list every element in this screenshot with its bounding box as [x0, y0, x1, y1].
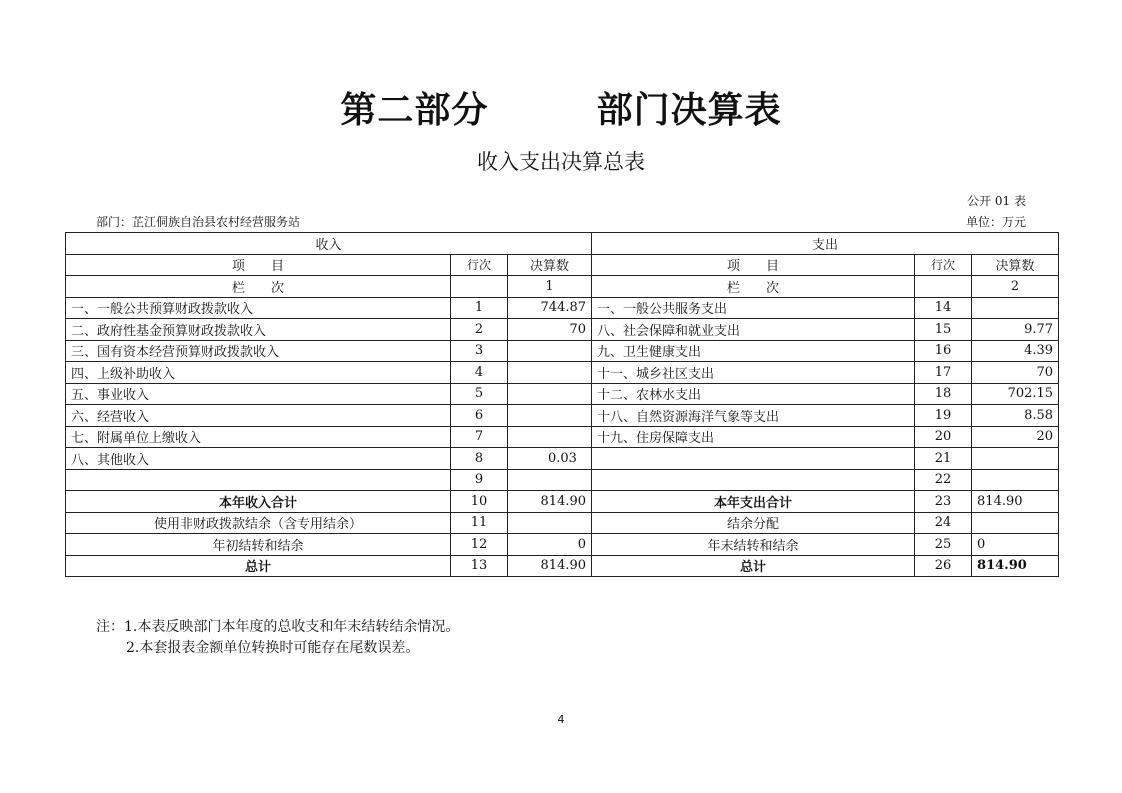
- income-header: 收入: [66, 233, 592, 255]
- expense-amount: 70: [972, 362, 1059, 384]
- income-row-number: 3: [451, 340, 508, 362]
- expense-amount: 9.77: [972, 319, 1059, 341]
- income-total-amount: 814.90: [508, 491, 592, 513]
- expense-item: [592, 448, 915, 470]
- income-item: 四、上级补助收入: [66, 362, 451, 384]
- end-balance-amount: 0: [972, 534, 1059, 556]
- nonfiscal-row-no: 11: [451, 512, 508, 534]
- expense-total-row: 23: [915, 491, 972, 513]
- expense-amount-header: 决算数: [972, 254, 1059, 276]
- table-row: [66, 469, 1059, 491]
- income-amount: [508, 405, 592, 427]
- income-item: 六、经营收入: [66, 405, 451, 427]
- grand-expense-row-no: 26: [915, 555, 972, 577]
- income-row-number: 4: [451, 362, 508, 384]
- income-item: 七、附属单位上缴收入: [66, 426, 451, 448]
- column-header-row: [66, 254, 1059, 276]
- distribution-row-no: 24: [915, 512, 972, 534]
- table-row: [66, 383, 1059, 405]
- income-row-number: 7: [451, 426, 508, 448]
- balance-row: [66, 534, 1059, 556]
- income-col-number: 1: [508, 276, 592, 298]
- grand-expense-amount: 814.90: [972, 555, 1059, 577]
- income-row-number: 1: [451, 297, 508, 319]
- footnote: [96, 617, 459, 659]
- page-number: 4: [557, 713, 565, 726]
- expense-row-number: 15: [915, 319, 972, 341]
- empty-cell: [915, 276, 972, 298]
- income-item: 八、其他收入: [66, 448, 451, 470]
- table-row: [66, 319, 1059, 341]
- income-row-header: 行次: [451, 254, 508, 276]
- department-label: 部门：芷江侗族自治县农村经营服务站: [96, 215, 301, 229]
- expense-item: 十八、自然资源海洋气象等支出: [592, 405, 915, 427]
- expense-amount: [972, 297, 1059, 319]
- expense-row-number: 14: [915, 297, 972, 319]
- unit-label: 单位：万元: [965, 215, 1026, 229]
- income-item: 一、一般公共预算财政拨款收入: [66, 297, 451, 319]
- income-item: 三、国有资本经营预算财政拨款收入: [66, 340, 451, 362]
- expense-row-number: 18: [915, 383, 972, 405]
- income-amount: [508, 469, 592, 491]
- expense-row-number: 19: [915, 405, 972, 427]
- expense-header: 支出: [592, 233, 1059, 255]
- expense-row-number: 16: [915, 340, 972, 362]
- expense-amount: 702.15: [972, 383, 1059, 405]
- expense-total-label: 本年支出合计: [592, 491, 915, 513]
- nonfiscal-row: [66, 512, 1059, 534]
- end-balance-label: 年末结转和结余: [592, 534, 915, 556]
- expense-col-number: 2: [972, 276, 1059, 298]
- income-total-label: 本年收入合计: [66, 491, 451, 513]
- expense-item-header: 项 目: [592, 254, 915, 276]
- page-title: 第二部分 部门决算表: [340, 89, 782, 131]
- expense-row-number: 21: [915, 448, 972, 470]
- expense-amount: 8.58: [972, 405, 1059, 427]
- nonfiscal-label: 使用非财政拨款结余（含专用结余）: [66, 512, 451, 534]
- income-amount: 0.03: [508, 448, 592, 470]
- expense-amount: 20: [972, 426, 1059, 448]
- expense-item: 一、一般公共服务支出: [592, 297, 915, 319]
- expense-total-amount: 814.90: [972, 491, 1059, 513]
- distribution-label: 结余分配: [592, 512, 915, 534]
- column-number-row: [66, 276, 1059, 298]
- income-item: 二、政府性基金预算财政拨款收入: [66, 319, 451, 341]
- expense-row-number: 20: [915, 426, 972, 448]
- expense-item: 十二、农林水支出: [592, 383, 915, 405]
- note-line-2: 2.本套报表金额单位转换时可能存在尾数误差。: [126, 640, 420, 656]
- expense-item: 十九、住房保障支出: [592, 426, 915, 448]
- table-row: [66, 448, 1059, 470]
- expense-item: 十一、城乡社区支出: [592, 362, 915, 384]
- table-row: [66, 362, 1059, 384]
- income-item-header: 项 目: [66, 254, 451, 276]
- expense-row-number: 22: [915, 469, 972, 491]
- note-line-1: 注：1.本表反映部门本年度的总收支和年末结转结余情况。: [96, 619, 460, 635]
- expense-item: 八、社会保障和就业支出: [592, 319, 915, 341]
- income-item: 五、事业收入: [66, 383, 451, 405]
- expense-amount: 4.39: [972, 340, 1059, 362]
- income-lanci-label: 栏 次: [66, 276, 451, 298]
- empty-cell: [451, 276, 508, 298]
- income-amount: 70: [508, 319, 592, 341]
- begin-balance-row-no: 12: [451, 534, 508, 556]
- income-amount: [508, 362, 592, 384]
- year-total-row: [66, 491, 1059, 513]
- begin-balance-label: 年初结转和结余: [66, 534, 451, 556]
- income-row-number: 9: [451, 469, 508, 491]
- income-amount-header: 决算数: [508, 254, 592, 276]
- expense-row-header: 行次: [915, 254, 972, 276]
- grand-income-row-no: 13: [451, 555, 508, 577]
- income-row-number: 6: [451, 405, 508, 427]
- form-code: 公开 01 表: [967, 194, 1026, 208]
- expense-amount: [972, 469, 1059, 491]
- income-amount: [508, 426, 592, 448]
- distribution-amount: [972, 512, 1059, 534]
- expense-item: [592, 469, 915, 491]
- table-row: [66, 340, 1059, 362]
- grand-income-label: 总计: [66, 555, 451, 577]
- grand-expense-label: 总计: [592, 555, 915, 577]
- table-row: [66, 426, 1059, 448]
- grand-total-row: [66, 555, 1059, 577]
- table-row: [66, 405, 1059, 427]
- income-amount: [508, 340, 592, 362]
- expense-lanci-label: 栏 次: [592, 276, 915, 298]
- table-title: 收入支出决算总表: [477, 150, 645, 174]
- expense-amount: [972, 448, 1059, 470]
- income-amount: 744.87: [508, 297, 592, 319]
- grand-income-amount: 814.90: [508, 555, 592, 577]
- expense-item: 九、卫生健康支出: [592, 340, 915, 362]
- section-header-row: [66, 233, 1059, 255]
- table-row: [66, 297, 1059, 319]
- nonfiscal-amount: [508, 512, 592, 534]
- expense-row-number: 17: [915, 362, 972, 384]
- income-amount: [508, 383, 592, 405]
- income-item: [66, 469, 451, 491]
- income-total-row: 10: [451, 491, 508, 513]
- income-row-number: 8: [451, 448, 508, 470]
- income-row-number: 2: [451, 319, 508, 341]
- income-row-number: 5: [451, 383, 508, 405]
- end-balance-row-no: 25: [915, 534, 972, 556]
- begin-balance-amount: 0: [508, 534, 592, 556]
- income-expense-table: [65, 232, 1059, 577]
